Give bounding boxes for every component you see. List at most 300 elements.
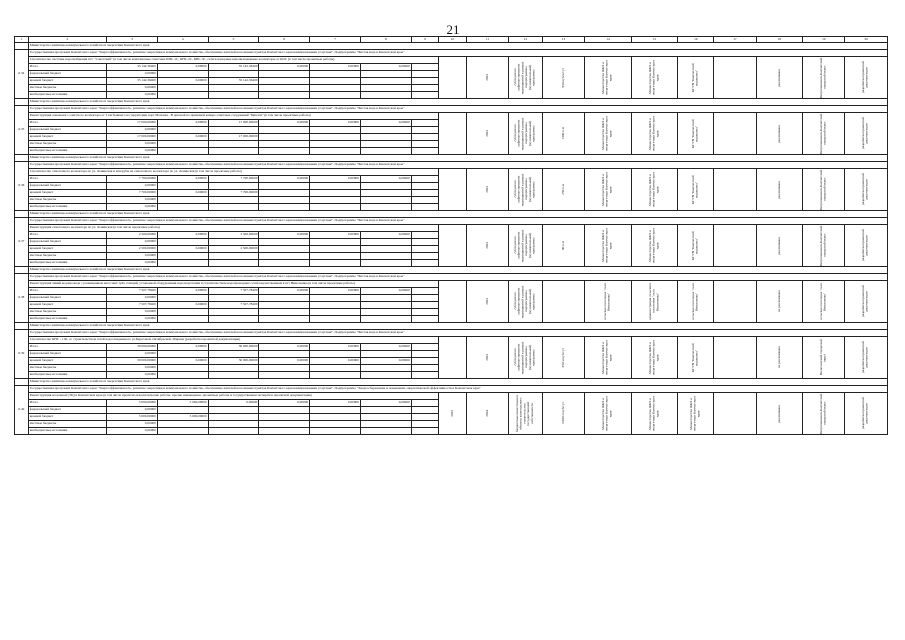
amount-cell: 7 700,00000 [208,176,259,183]
empty-cell [411,351,439,358]
amount-cell [259,351,310,358]
amount-cell [310,190,361,197]
amount-cell [360,183,411,190]
amount-cell: 0,00000 [157,64,208,71]
year-cell [466,113,508,155]
funding-source-label: федеральный бюджет [28,183,106,190]
program-row [15,274,888,281]
amount-cell [208,204,259,211]
status-cell-text: реализовано [776,180,781,199]
amount-cell: 17 000,00000 [208,120,259,127]
developer-cell-text: Министерство ЖКХ и энергетики Камчатского края [647,339,660,376]
year-cell [466,57,508,99]
funding-source-label: Итого [28,64,106,71]
empty-cell [411,407,439,414]
amount-cell: 0,00000 [157,302,208,309]
empty-cell [411,148,439,155]
amount-cell [310,78,361,85]
capacity-cell [542,337,584,379]
amount-cell [259,148,310,155]
col-9-cell [439,113,467,155]
funding-type-cell-text: субсидии на софинансирование мероприятий в рамках подпрограммы (муниципальной) программы [513,117,536,150]
funding-source-label: федеральный бюджет [28,127,106,134]
customer-cell [585,57,632,99]
amount-cell: 0,00000 [310,176,361,183]
status-cell [756,393,803,435]
municipality-cell [803,169,845,211]
ministry-cell: Министерство жилищно-коммунального хозяйства и энергетики Камчатского края [28,323,887,330]
developer-cell [631,113,678,155]
developer-cell-text: Министерство ЖКХ и энергетики Камчатского края [647,227,660,264]
amount-cell: 7 507,78400 [208,288,259,295]
stage-cell-text: разработка проектной документации [861,173,870,206]
empty-cell [411,400,439,407]
amount-cell [310,260,361,267]
developer-cell [631,57,678,99]
funding-type-cell-text: субсидии на софинансирование мероприятий в рамках подпрограммы (муниципальной) программы [513,61,536,94]
amount-cell [310,351,361,358]
amount-cell [208,92,259,99]
amount-cell [310,365,361,372]
empty-cell [15,323,29,330]
amount-cell [259,141,310,148]
year-cell-text: 2023 [484,130,489,137]
amount-cell [157,309,208,316]
amount-cell: 0,00000 [157,358,208,365]
amount-cell: 0,00000 [107,421,158,428]
amount-cell [157,183,208,190]
amount-cell [360,407,411,414]
col-16-cell [714,57,756,99]
empty-cell [411,365,439,372]
amount-cell: 0,00000 [107,351,158,358]
empty-cell [411,239,439,246]
amount-cell: 2 500,00000 [107,246,158,253]
column-number: 14 [585,37,632,43]
col-9-cell-text: 2025 [449,410,454,417]
stage-cell-text: разработка проектной документации [861,285,870,318]
amount-cell [259,92,310,99]
amount-cell [208,351,259,358]
empty-cell [411,316,439,323]
amount-cell [157,372,208,379]
program-row [15,162,888,169]
year-cell-text: 2023 [484,242,489,249]
item-number: 6.34 [15,50,29,99]
empty-cell [411,204,439,211]
empty-cell [411,246,439,253]
col-16-cell [714,113,756,155]
amount-cell [208,127,259,134]
amount-cell [360,71,411,78]
amount-cell: 0,00000 [259,120,310,127]
empty-cell [411,421,439,428]
column-number: 3 [107,37,158,43]
amount-cell: 0,00000 [259,232,310,239]
stage-cell-text: разработка проектной документации [861,341,870,374]
funding-source-label: федеральный бюджет [28,239,106,246]
program-row [15,330,888,337]
funding-source-label: местные бюджеты [28,365,106,372]
funding-source-label: краевой бюджет [28,134,106,141]
amount-cell: 0,00000 [107,372,158,379]
stage-cell [845,57,888,99]
empty-cell [411,78,439,85]
amount-cell [157,239,208,246]
customer-cell-text: Министерство ЖКХ и энергетики Камчатского края [601,171,613,208]
object-cell: Реконструкция линий водопровода с размещением насосных трёх станций, установкой оборудования водоподготовки и строительством водопроводных сетей ведомственным в пгт Николаевка (в том числе проектные работы) [28,281,438,288]
developer-cell [631,337,678,379]
status-cell [756,113,803,155]
amount-cell: 0,00000 [360,358,411,365]
funding-source-label: внебюджетные источники [28,316,106,323]
empty-cell [15,267,29,274]
municipality-cell [803,337,845,379]
amount-cell [259,414,310,421]
amount-cell: 0,00000 [360,64,411,71]
item-number: 6.37 [15,218,29,267]
year-cell [466,337,508,379]
funding-type-cell [509,113,543,155]
program-cell: Государственная программа Камчатского края "Энергоэффективность, развитие энергетики и коммунального хозяйства, обеспечение жителей населенных пунктов Камчатского края коммунальными услугами". Подпрограмма "Энергосбережение и повышение энергетической эффективности в Камчатском крае" [28,386,887,393]
developer-cell-text: Министерство ЖКХ и энергетики Камчатского края [647,115,660,152]
amount-cell [208,309,259,316]
column-number: 2 [28,37,106,43]
status-cell-text: не реализовано [776,290,781,313]
funding-type-cell-text: субсидии на софинансирование мероприятий в рамках подпрограммы (муниципальной) программы [513,341,536,374]
ministry-row [15,99,888,106]
amount-cell [259,71,310,78]
amount-cell [208,428,259,435]
developer-cell [631,225,678,267]
amount-cell: 0,00000 [157,190,208,197]
empty-cell [411,190,439,197]
amount-cell [310,421,361,428]
col-9-cell [439,169,467,211]
funding-source-label: Итого [28,288,106,295]
column-number: 6 [259,37,310,43]
amount-cell: 35 142,36400 [208,64,259,71]
program-cell: Государственная программа Камчатского края "Энергоэффективность, развитие энергетики и коммунального хозяйства, обеспечение жителей населенных пунктов Камчатского края коммунальными услугами". Подпрограмма "Чистая вода в Камчатском крае" [28,50,887,57]
amount-cell [259,428,310,435]
amount-cell: 30 000,00000 [208,344,259,351]
amount-cell: 0,00000 [360,400,411,407]
municipality-cell [803,393,845,435]
amount-cell [157,365,208,372]
funding-source-label: местные бюджеты [28,197,106,204]
amount-cell: 0,00000 [107,141,158,148]
amount-cell: 0,00000 [310,288,361,295]
stage-cell [845,337,888,379]
amount-cell [157,407,208,414]
column-number: 13 [542,37,584,43]
amount-cell [360,253,411,260]
amount-cell: 17 000,00000 [208,134,259,141]
program-cell: Государственная программа Камчатского края "Энергоэффективность, развитие энергетики и коммунального хозяйства, обеспечение жителей населенных пунктов Камчатского края коммунальными услугами". Подпрограмма "Чистая вода в Камчатском крае" [28,106,887,113]
empty-cell [411,127,439,134]
municipality-cell-text: Петропавловск-Камчатский городской округ [819,393,827,434]
municipality-cell-text: Петропавловск-Камчатский городской округ [819,57,827,98]
empty-cell [411,428,439,435]
amount-cell: 0,00000 [107,309,158,316]
ministry-row [15,211,888,218]
amount-cell [208,183,259,190]
amount-cell: 7 700,00000 [208,190,259,197]
amount-cell [157,253,208,260]
amount-cell: 0,00000 [107,365,158,372]
amount-cell: 0,00000 [310,64,361,71]
amount-cell: 7 507,78400 [208,302,259,309]
amount-cell: 0,00000 [360,120,411,127]
object-cell: Реконструкция локального очистного коллектора от 3 км бывшего на территории порт Моховая - В цеховой по приемной камере очистных сооружений "Циклон" (в том числе проектные работы) [28,113,438,120]
status-cell [756,281,803,323]
program-cell: Государственная программа Камчатского края "Энергоэффективность, развитие энергетики и коммунального хозяйства, обеспечение жителей населенных пунктов Камчатского края коммунальными услугами". Подпрограмма "Чистая вода в Камчатском крае" [28,274,887,281]
amount-cell [157,260,208,267]
amount-cell [310,316,361,323]
amount-cell: 0,00000 [107,204,158,211]
amount-cell: 0,00000 [107,295,158,302]
funding-type-cell [509,57,543,99]
amount-cell [208,239,259,246]
amount-cell: 0,00000 [107,316,158,323]
empty-cell [411,92,439,99]
empty-cell [411,253,439,260]
amount-cell: 0,00000 [107,253,158,260]
amount-cell [208,148,259,155]
amount-cell [360,134,411,141]
item-number: 6.35 [15,106,29,155]
amount-cell [360,421,411,428]
operator-cell-text: сельское поселение "село Николаевка" [691,283,699,321]
program-cell: Государственная программа Камчатского края "Энергоэффективность, развитие энергетики и коммунального хозяйства, обеспечение жителей населенных пунктов Камчатского края коммунальными услугами". Подпрограмма "Чистая вода в Камчатском крае" [28,162,887,169]
operator-cell [678,281,714,323]
amount-cell: 30 000,00000 [107,344,158,351]
amount-cell [360,246,411,253]
amount-cell [360,127,411,134]
developer-cell-text: администрация сельского поселения "село Николаевка" [647,282,660,321]
empty-cell [411,358,439,365]
funding-source-label: внебюджетные источники [28,260,106,267]
amount-cell: 0,00000 [310,344,361,351]
amount-cell [259,309,310,316]
amount-cell [259,260,310,267]
customer-cell-text: Министерство ЖКХ и энергетики Камчатского края [601,395,613,432]
amount-cell [360,414,411,421]
operator-cell-text: КГУП "Камчатский водоканал" [691,119,699,148]
funding-source-label: Итого [28,232,106,239]
amount-cell [310,204,361,211]
amount-cell: 0,00000 [107,239,158,246]
funding-source-label: Итого [28,176,106,183]
funding-source-label: краевой бюджет [28,246,106,253]
status-cell [756,57,803,99]
column-number: 4 [157,37,208,43]
amount-cell: 30 000,00000 [107,358,158,365]
customer-cell [585,225,632,267]
amount-cell: 7 700,00000 [107,176,158,183]
amount-cell [310,428,361,435]
capacity-cell [542,169,584,211]
column-number: 17 [714,37,756,43]
stage-cell-text: разработка проектной документации [861,61,870,94]
amount-cell: 0,00000 [259,358,310,365]
amount-cell: 0,00000 [107,71,158,78]
funding-source-label: внебюджетные источники [28,148,106,155]
amount-cell: 0,00000 [107,85,158,92]
amount-cell [259,253,310,260]
customer-cell-text: Министерство ЖКХ и энергетики Камчатского края [601,115,613,152]
funding-source-label: федеральный бюджет [28,295,106,302]
empty-cell [15,155,29,162]
amount-cell [360,302,411,309]
amount-cell [157,421,208,428]
item-number: 6.38 [15,274,29,323]
funding-source-label: краевой бюджет [28,302,106,309]
amount-cell: 5 000,00000 [107,400,158,407]
capacity-cell-text: 350 м куб/сут [560,347,565,368]
amount-cell: 17 000,00000 [107,120,158,127]
year-cell-text: 2023 [484,186,489,193]
funding-type-cell [509,393,543,435]
amount-cell [259,372,310,379]
operator-cell [678,57,714,99]
amount-cell [259,302,310,309]
col-9-cell [439,225,467,267]
object-row [15,113,888,120]
amount-cell: 35 142,36400 [107,78,158,85]
year-cell [466,225,508,267]
funding-source-label: краевой бюджет [28,358,106,365]
empty-cell [15,43,29,50]
col-16-cell [714,169,756,211]
operator-cell [678,337,714,379]
item-number: 6.36 [15,162,29,211]
municipality-cell [803,281,845,323]
column-number: 20 [845,37,888,43]
capacity-cell [542,393,584,435]
object-cell: Строительство КНС - 11К, со строительством сетей водоотведения по ул.Береговой, Октябрьской, Мирная (разработка проектной документации) [28,337,438,344]
customer-cell [585,169,632,211]
amount-cell [360,351,411,358]
year-cell-text: 2023 [484,74,489,81]
object-cell: Реконструкция котельной (ЭЦ) в Камчатском крае (в том числе проектно-изыскательские работы, прочие инженерные, проектные работы и государственная экспертиза проектной документации) [28,393,438,400]
funding-source-label: федеральный бюджет [28,407,106,414]
amount-cell [360,141,411,148]
column-number: 8 [360,37,411,43]
stage-cell [845,281,888,323]
status-cell-text: реализовано [776,404,781,423]
amount-cell [310,92,361,99]
amount-cell [259,190,310,197]
amount-cell [157,71,208,78]
amount-cell [310,253,361,260]
funding-source-label: внебюджетные источники [28,204,106,211]
amount-cell: 2 500,00000 [208,246,259,253]
amount-cell [157,197,208,204]
column-number: 11 [466,37,508,43]
amount-cell [259,134,310,141]
amount-cell: 0,00000 [107,183,158,190]
amount-cell: 0,00000 [157,78,208,85]
program-row [15,50,888,57]
year-cell [466,393,508,435]
status-cell-text: реализовано [776,236,781,255]
amount-cell: 0,00000 [259,344,310,351]
amount-cell: 7 700,00000 [107,190,158,197]
customer-cell [585,281,632,323]
amount-cell [259,127,310,134]
customer-cell [585,393,632,435]
amount-cell [310,372,361,379]
operator-cell-text: КГУП "Камчатский водоканал" [691,63,699,92]
funding-type-cell [509,337,543,379]
amount-cell [360,197,411,204]
funding-source-label: краевой бюджет [28,414,106,421]
year-cell [466,281,508,323]
funding-source-label: Итого [28,344,106,351]
amount-cell [157,92,208,99]
developer-cell [631,393,678,435]
amount-cell [310,127,361,134]
amount-cell [310,239,361,246]
amount-cell: 0,00000 [157,344,208,351]
ministry-row [15,155,888,162]
empty-cell [411,372,439,379]
funding-source-label: Итого [28,400,106,407]
program-cell: Государственная программа Камчатского края "Энергоэффективность, развитие энергетики и коммунального хозяйства, обеспечение жителей населенных пунктов Камчатского края коммунальными услугами". Подпрограмма "Чистая вода в Камчатском крае" [28,330,887,337]
amount-cell: 0,00000 [107,407,158,414]
column-number: 12 [509,37,543,43]
empty-cell [411,260,439,267]
amount-cell [310,414,361,421]
developer-cell [631,169,678,211]
funding-source-label: федеральный бюджет [28,351,106,358]
column-number: 18 [756,37,803,43]
amount-cell [208,372,259,379]
funding-source-label: местные бюджеты [28,309,106,316]
customer-cell-text: сельское поселение "село Николаевка" [603,283,611,321]
municipality-cell [803,113,845,155]
object-cell: Реконструкция самотечного коллектора по ул. Ленинская (в том числе проектные работы) [28,225,438,232]
amount-cell [157,351,208,358]
funding-type-cell [509,281,543,323]
amount-cell: 0,00000 [107,197,158,204]
column-number: 19 [803,37,845,43]
empty-cell [411,120,439,127]
funding-type-cell-text: субсидии на софинансирование мероприятий в рамках подпрограммы (муниципальной) программы [513,173,536,206]
funding-source-label: местные бюджеты [28,85,106,92]
amount-cell: 0,00000 [157,120,208,127]
amount-cell [310,85,361,92]
stage-cell-text: разработка проектной документации [861,229,870,262]
amount-cell [208,407,259,414]
amount-cell [360,204,411,211]
capacity-cell [542,57,584,99]
amount-cell: 2 500,00000 [107,232,158,239]
amount-cell: 0,00000 [157,176,208,183]
col-16-cell [714,393,756,435]
stage-cell [845,393,888,435]
funding-source-label: внебюджетные источники [28,372,106,379]
amount-cell: 0,00000 [310,358,361,365]
amount-cell [310,183,361,190]
status-cell [756,169,803,211]
amount-cell [157,316,208,323]
amount-cell [310,148,361,155]
customer-cell-text: Министерство ЖКХ и энергетики Камчатского края [601,59,613,96]
customer-cell-text: Министерство ЖКХ и энергетики Камчатского края [601,227,613,264]
municipality-cell-text: Петропавловск-Камчатский городской округ [819,169,827,210]
